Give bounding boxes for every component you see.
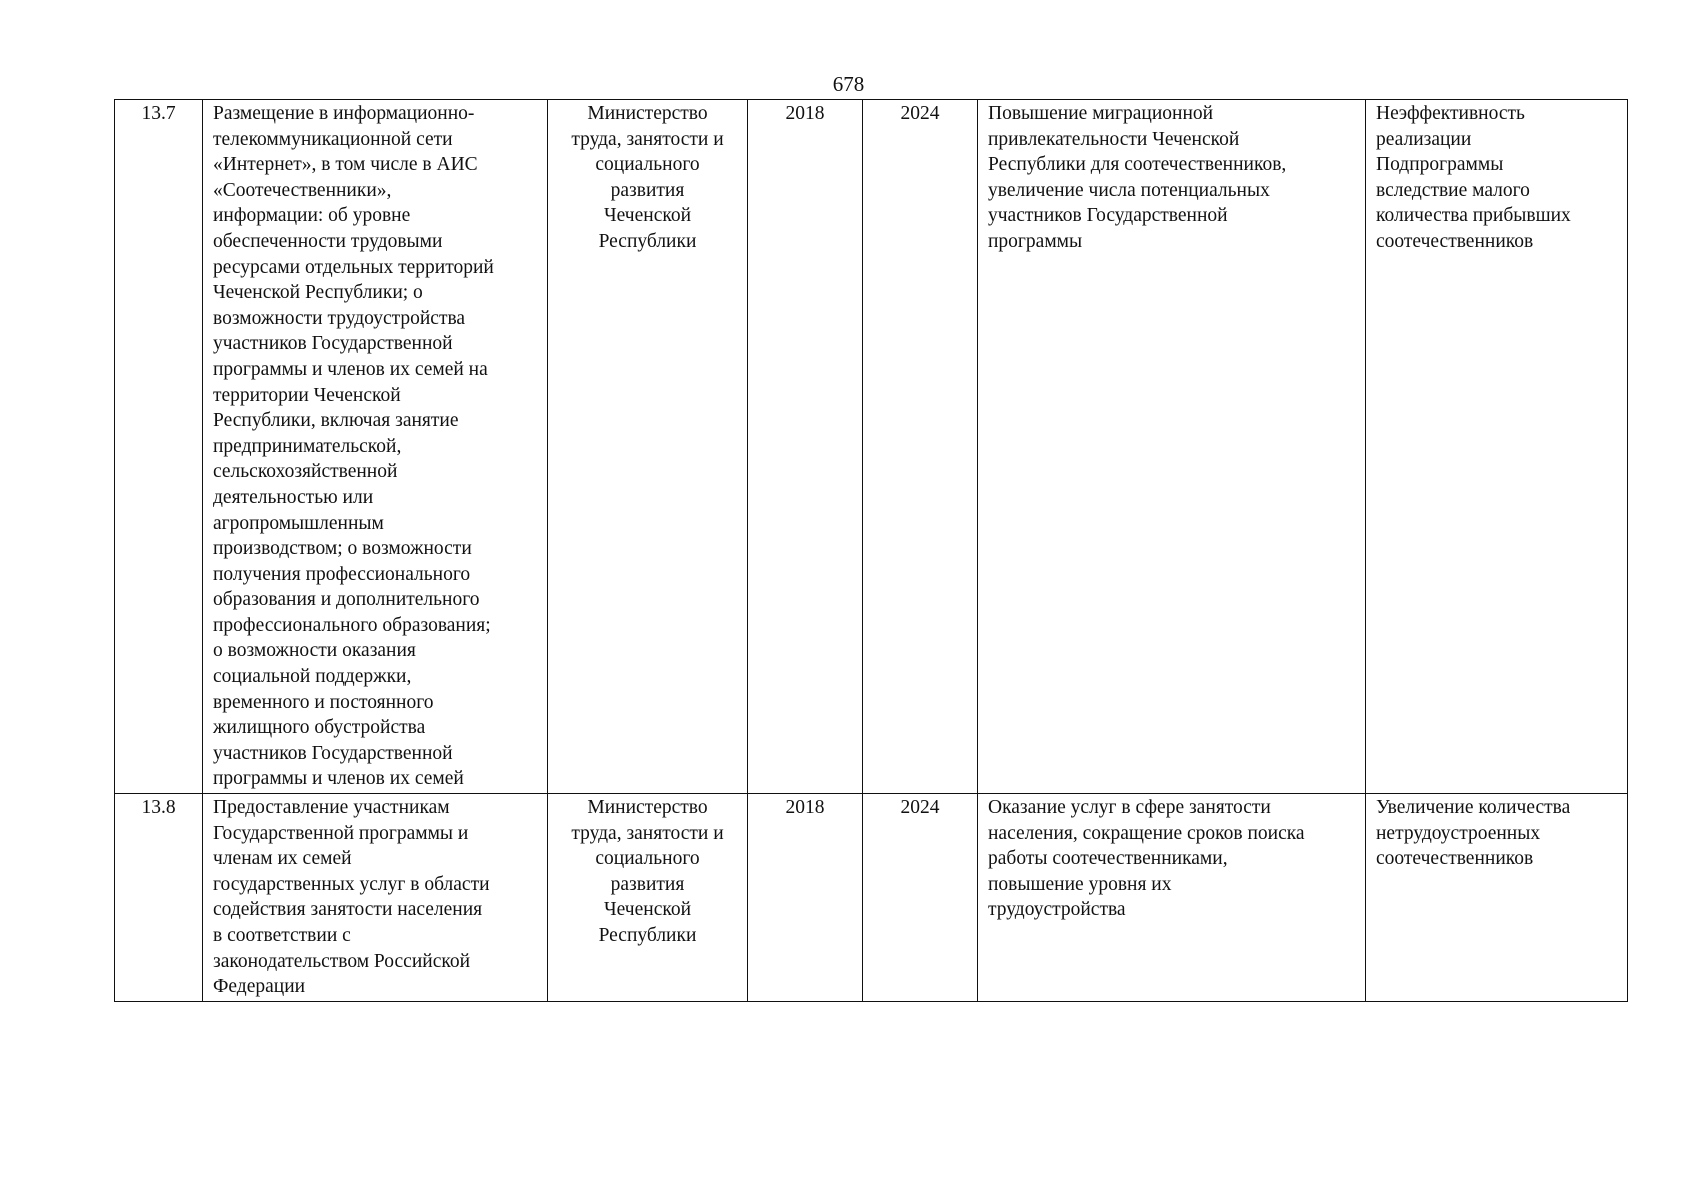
expected-result-cell: [978, 100, 1366, 794]
responsible-executor-cell: [548, 100, 748, 794]
cell-text-line: «Интернет», в том числе в АИС: [213, 154, 478, 176]
cell-text-line: Подпрограммы: [1376, 154, 1504, 176]
cell-text-line: развития: [610, 873, 685, 895]
cell-text-line: Государственной программы и: [213, 822, 469, 844]
end-year-cell: [863, 100, 978, 794]
cell-text-line: Чеченской: [603, 205, 692, 227]
cell-text-line: Неэффективность: [1376, 103, 1525, 124]
cell-text-line: вследствие малого: [1376, 179, 1530, 201]
cell-text-line: Министерство: [587, 103, 708, 124]
cell-text-line: Увеличение количества: [1376, 797, 1571, 819]
cell-text-line: сельскохозяйственной: [213, 461, 398, 483]
measure-description-cell: [203, 100, 548, 794]
cell-text: 2018: [785, 797, 825, 819]
cell-text-line: Республики: [598, 230, 697, 252]
cell-text-line: в соответствии с: [213, 925, 351, 946]
cell-text-line: временного и постоянного: [213, 691, 434, 713]
cell-text-line: труда, занятости и: [571, 822, 724, 844]
cell-text-line: Предоставление участникам: [213, 797, 450, 819]
cell-text-line: участников Государственной: [988, 205, 1228, 227]
cell-text-line: Повышение миграционной: [988, 103, 1214, 124]
cell-text-line: труда, занятости и: [571, 128, 724, 150]
program-measures-table: [114, 99, 1628, 1002]
cell-text-line: привлекательности Чеченской: [988, 128, 1240, 150]
page-number: 678: [832, 72, 865, 96]
cell-text-line: социального: [595, 154, 700, 176]
cell-text-line: агропромышленным: [213, 512, 384, 534]
responsible-executor-cell: [548, 794, 748, 1002]
cell-text-line: работы соотечественниками,: [988, 848, 1228, 870]
cell-text-line: населения, сокращение сроков поиска: [988, 822, 1305, 844]
cell-text-line: Республики: [598, 925, 697, 946]
cell-text-line: о возможности оказания: [213, 640, 416, 662]
cell-text-line: реализации: [1376, 128, 1472, 150]
cell-text: 2018: [785, 103, 825, 124]
cell-text-line: повышение уровня их: [988, 873, 1172, 895]
risk-consequence-cell: [1366, 100, 1628, 794]
cell-text-line: программы и членов их семей: [213, 768, 464, 790]
cell-text-line: Федерации: [213, 976, 306, 998]
measure-number-cell: [115, 100, 203, 794]
cell-text-line: Чеченской: [603, 899, 692, 921]
cell-text: 2024: [900, 103, 940, 124]
cell-text-line: содействия занятости населения: [213, 899, 483, 921]
cell-text-line: образования и дополнительного: [213, 589, 480, 611]
cell-text-line: увеличение числа потенциальных: [988, 179, 1270, 201]
cell-text-line: ресурсами отдельных территорий: [213, 256, 494, 278]
cell-text-line: членам их семей: [213, 848, 352, 870]
cell-text-line: деятельностью или: [213, 486, 374, 508]
cell-text-line: Республики, включая занятие: [213, 410, 459, 432]
cell-text-line: обеспеченности трудовыми: [213, 230, 443, 252]
start-year-cell: [748, 794, 863, 1002]
cell-text-line: «Соотечественники»,: [213, 179, 392, 201]
cell-text-line: трудоустройства: [988, 899, 1126, 921]
cell-text-line: участников Государственной: [213, 333, 453, 355]
cell-text-line: производством; о возможности: [213, 538, 472, 560]
cell-text-line: территории Чеченской: [213, 384, 401, 406]
cell-text: 13.7: [141, 103, 176, 124]
cell-text-line: развития: [610, 179, 685, 201]
expected-result-cell: [978, 794, 1366, 1002]
cell-text-line: государственных услуг в области: [213, 873, 490, 895]
measure-description-cell: [203, 794, 548, 1002]
cell-text-line: социальной поддержки,: [213, 666, 412, 688]
risk-consequence-cell: [1366, 794, 1628, 1002]
cell-text-line: телекоммуникационной сети: [213, 128, 453, 150]
cell-text-line: возможности трудоустройства: [213, 307, 466, 329]
cell-text-line: предпринимательской,: [213, 435, 402, 457]
cell-text-line: законодательством Российской: [213, 950, 471, 972]
cell-text-line: жилищного обустройства: [213, 717, 426, 739]
cell-text-line: Чеченской Республики; о: [213, 282, 423, 304]
table-row: [115, 100, 1628, 794]
cell-text-line: социального: [595, 848, 700, 870]
cell-text-line: соотечественников: [1376, 848, 1534, 870]
cell-text-line: количества прибывших: [1376, 205, 1571, 227]
cell-text-line: Оказание услуг в сфере занятости: [988, 797, 1271, 819]
cell-text-line: Размещение в информационно-: [213, 103, 475, 124]
cell-text-line: нетрудоустроенных: [1376, 822, 1541, 844]
cell-text-line: участников Государственной: [213, 742, 453, 764]
measure-number-cell: [115, 794, 203, 1002]
cell-text-line: программы: [988, 230, 1083, 252]
cell-text-line: Республики для соотечественников,: [988, 154, 1287, 176]
start-year-cell: [748, 100, 863, 794]
cell-text-line: программы и членов их семей на: [213, 358, 488, 380]
cell-text-line: профессионального образования;: [213, 614, 491, 636]
cell-text: 13.8: [141, 797, 176, 819]
cell-text-line: информации: об уровне: [213, 205, 411, 227]
end-year-cell: [863, 794, 978, 1002]
cell-text-line: получения профессионального: [213, 563, 471, 585]
cell-text: 2024: [900, 797, 940, 819]
cell-text-line: соотечественников: [1376, 230, 1534, 252]
cell-text-line: Министерство: [587, 797, 708, 819]
table-row: [115, 794, 1628, 1002]
table-body: [115, 100, 1628, 1002]
